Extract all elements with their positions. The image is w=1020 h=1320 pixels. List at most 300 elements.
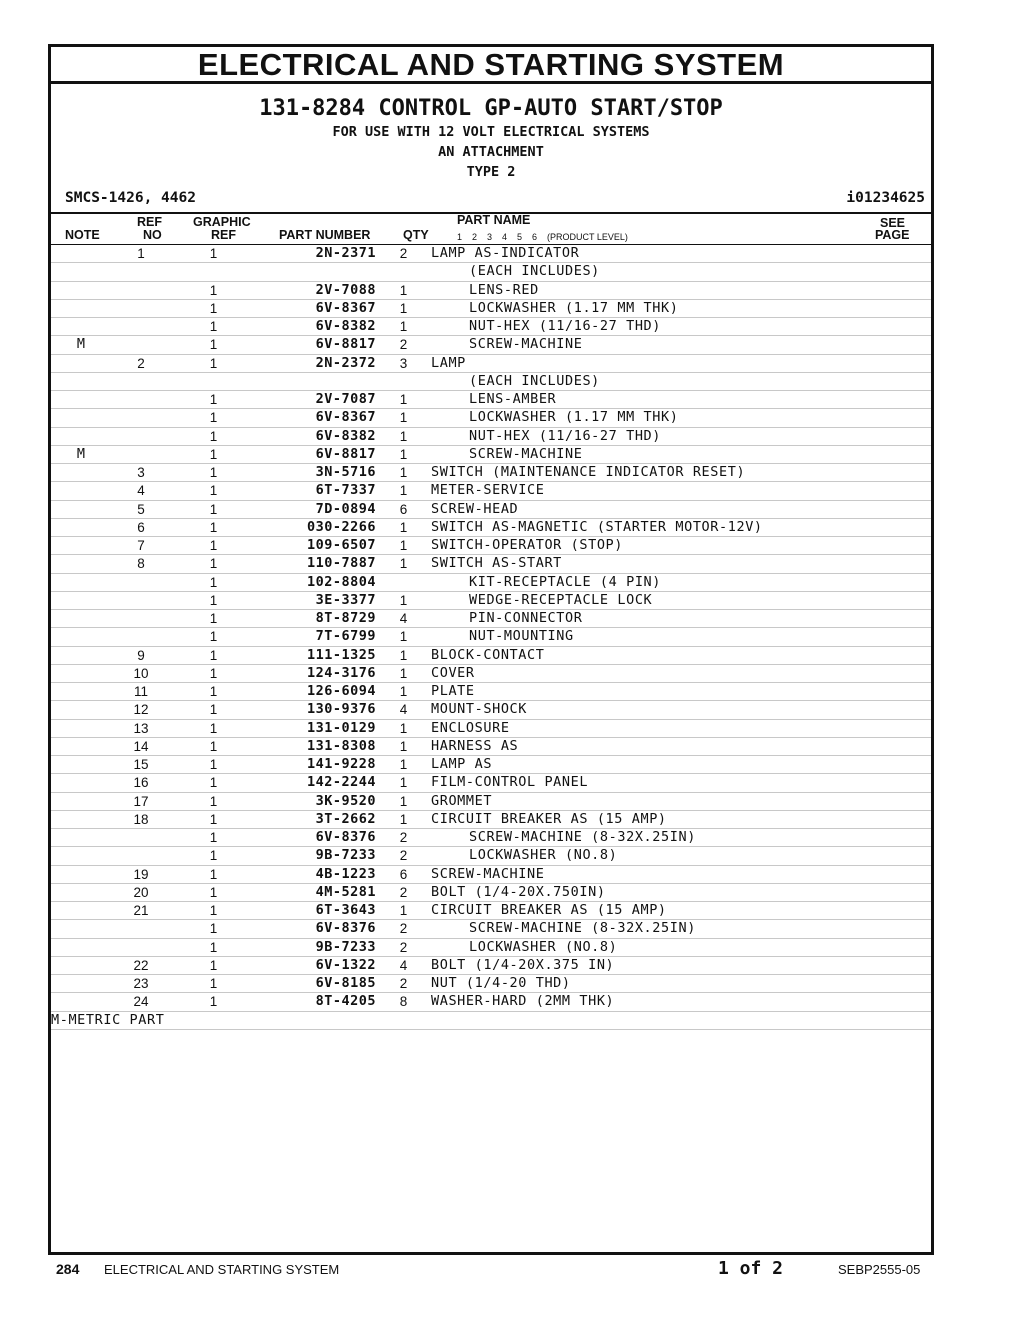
table-row — [51, 938, 931, 956]
graphic-ref-cell: 1 — [171, 500, 256, 518]
part-name-cell: NUT-HEX (11/16-27 THD) — [431, 427, 931, 445]
part-name-cell: LAMP AS-INDICATOR — [431, 245, 931, 263]
ref-number-cell — [111, 281, 171, 299]
graphic-ref-cell: 1 — [171, 610, 256, 628]
parts-page-frame — [48, 44, 934, 1255]
part-number-cell: 3T-2662 — [256, 810, 376, 828]
part-number-cell: 6T-3643 — [256, 902, 376, 920]
ref-number-cell: 3 — [111, 464, 171, 482]
graphic-ref-cell: 1 — [171, 299, 256, 317]
note-cell — [51, 537, 111, 555]
table-row — [51, 737, 931, 755]
part-name-cell: SCREW-MACHINE — [431, 445, 931, 463]
table-row — [51, 920, 931, 938]
table-row — [51, 902, 931, 920]
graphic-ref-cell: 1 — [171, 865, 256, 883]
table-row — [51, 518, 931, 536]
part-name-cell: NUT-MOUNTING — [431, 628, 931, 646]
parts-table-body — [51, 245, 931, 1029]
ref-number-cell: 13 — [111, 719, 171, 737]
quantity-cell: 1 — [376, 318, 431, 336]
ref-number-cell — [111, 829, 171, 847]
quantity-cell: 1 — [376, 810, 431, 828]
ref-number-cell: 19 — [111, 865, 171, 883]
part-number-cell: 6T-7337 — [256, 482, 376, 500]
table-row — [51, 445, 931, 463]
quantity-cell — [376, 263, 431, 281]
part-number-cell: 109-6507 — [256, 537, 376, 555]
part-name-cell: SCREW-MACHINE (8-32X.25IN) — [431, 920, 931, 938]
part-number-cell: 6V-8376 — [256, 829, 376, 847]
ref-number-cell — [111, 263, 171, 281]
part-number-cell: 2V-7087 — [256, 391, 376, 409]
illustration-id: i01234625 — [846, 190, 925, 206]
quantity-cell: 1 — [376, 737, 431, 755]
header-part-number: PART NUMBER — [279, 228, 371, 242]
table-row — [51, 829, 931, 847]
part-name-cell: NUT-HEX (11/16-27 THD) — [431, 318, 931, 336]
header-graphic-ref: REF — [211, 228, 236, 242]
ref-number-cell: 17 — [111, 792, 171, 810]
smcs-code: SMCS-1426, 4462 — [65, 190, 196, 206]
graphic-ref-cell: 1 — [171, 482, 256, 500]
graphic-ref-cell: 1 — [171, 938, 256, 956]
ref-number-cell: 7 — [111, 537, 171, 555]
part-number-cell — [256, 263, 376, 281]
table-row — [51, 591, 931, 609]
note-cell — [51, 372, 111, 390]
graphic-ref-cell: 1 — [171, 956, 256, 974]
quantity-cell: 1 — [376, 591, 431, 609]
quantity-cell: 4 — [376, 956, 431, 974]
part-name-cell: SCREW-HEAD — [431, 500, 931, 518]
ref-number-cell — [111, 938, 171, 956]
part-number-cell: 6V-8185 — [256, 975, 376, 993]
part-name-cell: KIT-RECEPTACLE (4 PIN) — [431, 573, 931, 591]
note-cell — [51, 792, 111, 810]
ref-number-cell — [111, 318, 171, 336]
graphic-ref-cell: 1 — [171, 427, 256, 445]
part-name-cell: ENCLOSURE — [431, 719, 931, 737]
part-name-cell: BOLT (1/4-20X.375 IN) — [431, 956, 931, 974]
graphic-ref-cell — [171, 263, 256, 281]
graphic-ref-cell: 1 — [171, 409, 256, 427]
graphic-ref-cell: 1 — [171, 537, 256, 555]
graphic-ref-cell: 1 — [171, 756, 256, 774]
graphic-ref-cell: 1 — [171, 902, 256, 920]
graphic-ref-cell: 1 — [171, 281, 256, 299]
note-cell — [51, 810, 111, 828]
quantity-cell: 1 — [376, 391, 431, 409]
part-name-cell: (EACH INCLUDES) — [431, 263, 931, 281]
note-cell — [51, 263, 111, 281]
part-name-cell: SCREW-MACHINE (8-32X.25IN) — [431, 829, 931, 847]
ref-number-cell: 20 — [111, 883, 171, 901]
ref-number-cell: 14 — [111, 737, 171, 755]
graphic-ref-cell: 1 — [171, 354, 256, 372]
ref-number-cell — [111, 299, 171, 317]
part-number-cell: 2N-2371 — [256, 245, 376, 263]
part-number-cell: 2V-7088 — [256, 281, 376, 299]
part-number-cell: 8T-4205 — [256, 993, 376, 1011]
quantity-cell: 1 — [376, 537, 431, 555]
graphic-ref-cell: 1 — [171, 774, 256, 792]
note-cell — [51, 318, 111, 336]
part-number-cell: 6V-8376 — [256, 920, 376, 938]
table-row — [51, 956, 931, 974]
part-name-cell: LAMP AS — [431, 756, 931, 774]
graphic-ref-cell — [171, 372, 256, 390]
part-number-cell: 142-2244 — [256, 774, 376, 792]
graphic-ref-cell: 1 — [171, 245, 256, 263]
note-cell: M — [51, 336, 111, 354]
table-row — [51, 610, 931, 628]
table-row — [51, 646, 931, 664]
part-number-cell: 4M-5281 — [256, 883, 376, 901]
part-name-cell: BOLT (1/4-20X.750IN) — [431, 883, 931, 901]
note-cell — [51, 756, 111, 774]
ref-number-cell — [111, 920, 171, 938]
part-number-cell: 3E-3377 — [256, 591, 376, 609]
graphic-ref-cell: 1 — [171, 518, 256, 536]
graphic-ref-cell: 1 — [171, 829, 256, 847]
table-row — [51, 500, 931, 518]
table-row — [51, 719, 931, 737]
table-row — [51, 537, 931, 555]
ref-number-cell — [111, 372, 171, 390]
header-product-levels: 1 2 3 4 5 6 (PRODUCT LEVEL) — [457, 232, 628, 242]
table-row — [51, 847, 931, 865]
ref-number-cell — [111, 427, 171, 445]
ref-number-cell — [111, 591, 171, 609]
table-row — [51, 774, 931, 792]
graphic-ref-cell: 1 — [171, 628, 256, 646]
footer-document-id: SEBP2555-05 — [838, 1262, 921, 1277]
note-cell — [51, 902, 111, 920]
graphic-ref-cell: 1 — [171, 464, 256, 482]
part-number-cell: 7T-6799 — [256, 628, 376, 646]
table-row — [51, 354, 931, 372]
part-number-cell: 102-8804 — [256, 573, 376, 591]
footer-page-number: 284 — [56, 1261, 80, 1277]
graphic-ref-cell: 1 — [171, 391, 256, 409]
quantity-cell: 1 — [376, 427, 431, 445]
part-name-cell: LAMP — [431, 354, 931, 372]
note-cell — [51, 299, 111, 317]
note-cell — [51, 683, 111, 701]
parts-table — [51, 245, 931, 1030]
ref-number-cell: 16 — [111, 774, 171, 792]
table-row — [51, 299, 931, 317]
quantity-cell: 1 — [376, 482, 431, 500]
quantity-cell: 2 — [376, 883, 431, 901]
table-row — [51, 792, 931, 810]
note-cell — [51, 518, 111, 536]
quantity-cell: 1 — [376, 664, 431, 682]
graphic-ref-cell: 1 — [171, 920, 256, 938]
table-row — [51, 281, 931, 299]
table-row — [51, 318, 931, 336]
note-cell — [51, 865, 111, 883]
part-number-cell: 6V-8367 — [256, 409, 376, 427]
note-cell — [51, 245, 111, 263]
part-number-cell: 030-2266 — [256, 518, 376, 536]
table-row — [51, 865, 931, 883]
part-number-cell: 126-6094 — [256, 683, 376, 701]
part-number-cell: 124-3176 — [256, 664, 376, 682]
note-cell — [51, 646, 111, 664]
note-cell — [51, 573, 111, 591]
table-row — [51, 883, 931, 901]
table-row — [51, 683, 931, 701]
quantity-cell: 1 — [376, 628, 431, 646]
graphic-ref-cell: 1 — [171, 883, 256, 901]
attachment-note: AN ATTACHMENT — [438, 144, 544, 160]
group-title — [51, 96, 931, 122]
graphic-ref-cell: 1 — [171, 336, 256, 354]
part-name-cell: PIN-CONNECTOR — [431, 610, 931, 628]
quantity-cell: 2 — [376, 975, 431, 993]
type-note: TYPE 2 — [466, 164, 516, 180]
note-cell — [51, 555, 111, 573]
part-number-cell: 6V-8817 — [256, 336, 376, 354]
quantity-cell: 1 — [376, 646, 431, 664]
part-name-cell: LOCKWASHER (NO.8) — [431, 847, 931, 865]
ref-number-cell — [111, 573, 171, 591]
ref-number-cell: 6 — [111, 518, 171, 536]
table-row — [51, 555, 931, 573]
part-number-cell: 8T-8729 — [256, 610, 376, 628]
graphic-ref-cell: 1 — [171, 975, 256, 993]
ref-number-cell — [111, 336, 171, 354]
note-cell — [51, 610, 111, 628]
smcs-row — [51, 188, 931, 212]
ref-number-cell: 21 — [111, 902, 171, 920]
table-row — [51, 664, 931, 682]
part-name-cell: CIRCUIT BREAKER AS (15 AMP) — [431, 902, 931, 920]
note-legend-row — [51, 1011, 931, 1029]
note-cell — [51, 956, 111, 974]
part-name-cell: LOCKWASHER (1.17 MM THK) — [431, 299, 931, 317]
part-name-cell: LENS-RED — [431, 281, 931, 299]
part-number-cell: 3K-9520 — [256, 792, 376, 810]
quantity-cell: 6 — [376, 865, 431, 883]
part-name-cell: SWITCH-OPERATOR (STOP) — [431, 537, 931, 555]
ref-number-cell: 4 — [111, 482, 171, 500]
graphic-ref-cell: 1 — [171, 318, 256, 336]
footer-section-title: ELECTRICAL AND STARTING SYSTEM — [104, 1262, 340, 1277]
graphic-ref-cell: 1 — [171, 792, 256, 810]
ref-number-cell: 9 — [111, 646, 171, 664]
part-number-cell: 3N-5716 — [256, 464, 376, 482]
note-cell — [51, 628, 111, 646]
note-cell — [51, 391, 111, 409]
ref-number-cell — [111, 610, 171, 628]
part-name-cell: PLATE — [431, 683, 931, 701]
table-row — [51, 372, 931, 390]
note-cell — [51, 938, 111, 956]
group-part-number: 131-8284 — [259, 96, 366, 121]
part-name-cell: (EACH INCLUDES) — [431, 372, 931, 390]
footer-sheet-count: 1 of 2 — [718, 1258, 784, 1279]
ref-number-cell: 2 — [111, 354, 171, 372]
note-cell — [51, 281, 111, 299]
part-number-cell: 111-1325 — [256, 646, 376, 664]
note-cell — [51, 464, 111, 482]
note-cell — [51, 701, 111, 719]
quantity-cell: 4 — [376, 610, 431, 628]
part-number-cell — [256, 372, 376, 390]
ref-number-cell: 8 — [111, 555, 171, 573]
table-row — [51, 810, 931, 828]
note-cell — [51, 354, 111, 372]
table-row — [51, 336, 931, 354]
quantity-cell: 2 — [376, 920, 431, 938]
table-row — [51, 756, 931, 774]
part-number-cell: 9B-7233 — [256, 938, 376, 956]
ref-number-cell: 18 — [111, 810, 171, 828]
part-number-cell: 4B-1223 — [256, 865, 376, 883]
graphic-ref-cell: 1 — [171, 664, 256, 682]
ref-number-cell: 22 — [111, 956, 171, 974]
note-cell — [51, 664, 111, 682]
quantity-cell: 2 — [376, 938, 431, 956]
part-name-cell: SCREW-MACHINE — [431, 336, 931, 354]
part-name-cell: METER-SERVICE — [431, 482, 931, 500]
part-name-cell: LOCKWASHER (1.17 MM THK) — [431, 409, 931, 427]
ref-number-cell — [111, 628, 171, 646]
page-footer — [0, 1258, 1020, 1282]
note-cell — [51, 829, 111, 847]
part-name-cell: HARNESS AS — [431, 737, 931, 755]
quantity-cell: 1 — [376, 756, 431, 774]
part-name-cell: WEDGE-RECEPTACLE LOCK — [431, 591, 931, 609]
ref-number-cell — [111, 391, 171, 409]
part-number-cell: 6V-1322 — [256, 956, 376, 974]
note-cell — [51, 409, 111, 427]
header-page: PAGE — [875, 228, 910, 242]
table-header — [51, 212, 931, 245]
part-number-cell: 6V-8382 — [256, 427, 376, 445]
quantity-cell: 1 — [376, 792, 431, 810]
header-ref-no: NO — [143, 228, 162, 242]
table-row — [51, 573, 931, 591]
quantity-cell: 8 — [376, 993, 431, 1011]
part-name-cell: NUT (1/4-20 THD) — [431, 975, 931, 993]
note-cell — [51, 719, 111, 737]
quantity-cell: 1 — [376, 902, 431, 920]
note-cell — [51, 427, 111, 445]
table-row — [51, 427, 931, 445]
part-name-cell: WASHER-HARD (2MM THK) — [431, 993, 931, 1011]
part-number-cell: 7D-0894 — [256, 500, 376, 518]
note-cell — [51, 920, 111, 938]
ref-number-cell — [111, 409, 171, 427]
part-number-cell: 131-0129 — [256, 719, 376, 737]
part-name-cell: LOCKWASHER (NO.8) — [431, 938, 931, 956]
note-cell — [51, 591, 111, 609]
quantity-cell: 2 — [376, 245, 431, 263]
graphic-ref-cell: 1 — [171, 993, 256, 1011]
ref-number-cell: 11 — [111, 683, 171, 701]
table-row — [51, 993, 931, 1011]
graphic-ref-cell: 1 — [171, 646, 256, 664]
graphic-ref-cell: 1 — [171, 683, 256, 701]
header-note: NOTE — [65, 228, 100, 242]
part-name-cell: COVER — [431, 664, 931, 682]
part-name-cell: MOUNT-SHOCK — [431, 701, 931, 719]
part-name-cell: GROMMET — [431, 792, 931, 810]
part-name-cell: LENS-AMBER — [431, 391, 931, 409]
table-row — [51, 409, 931, 427]
part-name-cell: BLOCK-CONTACT — [431, 646, 931, 664]
header-see: SEE — [880, 216, 906, 230]
ref-number-cell: 5 — [111, 500, 171, 518]
part-number-cell: 9B-7233 — [256, 847, 376, 865]
note-cell — [51, 774, 111, 792]
quantity-cell: 4 — [376, 701, 431, 719]
page-title: ELECTRICAL AND STARTING SYSTEM — [51, 47, 931, 84]
quantity-cell: 1 — [376, 719, 431, 737]
header-graphic: GRAPHIC — [193, 215, 251, 229]
part-name-cell: SWITCH AS-MAGNETIC (STARTER MOTOR-12V) — [431, 518, 931, 536]
header-part-name: PART NAME — [457, 213, 531, 227]
ref-number-cell: 10 — [111, 664, 171, 682]
header-ref: REF — [137, 215, 162, 229]
note-cell — [51, 737, 111, 755]
table-row — [51, 464, 931, 482]
note-cell — [51, 847, 111, 865]
note-cell — [51, 993, 111, 1011]
part-number-cell: 6V-8817 — [256, 445, 376, 463]
quantity-cell: 1 — [376, 281, 431, 299]
ref-number-cell: 23 — [111, 975, 171, 993]
note-cell — [51, 482, 111, 500]
quantity-cell: 2 — [376, 829, 431, 847]
part-name-cell: FILM-CONTROL PANEL — [431, 774, 931, 792]
part-name-cell: SWITCH AS-START — [431, 555, 931, 573]
quantity-cell: 2 — [376, 847, 431, 865]
part-number-cell: 6V-8367 — [256, 299, 376, 317]
part-number-cell: 141-9228 — [256, 756, 376, 774]
table-row — [51, 263, 931, 281]
quantity-cell: 1 — [376, 518, 431, 536]
table-row — [51, 245, 931, 263]
quantity-cell: 1 — [376, 774, 431, 792]
quantity-cell: 2 — [376, 336, 431, 354]
graphic-ref-cell: 1 — [171, 810, 256, 828]
table-row — [51, 391, 931, 409]
quantity-cell: 3 — [376, 354, 431, 372]
graphic-ref-cell: 1 — [171, 701, 256, 719]
note-cell — [51, 883, 111, 901]
header-qty: QTY — [403, 228, 429, 242]
graphic-ref-cell: 1 — [171, 737, 256, 755]
ref-number-cell — [111, 847, 171, 865]
table-row — [51, 701, 931, 719]
note-cell — [51, 500, 111, 518]
part-number-cell: 110-7887 — [256, 555, 376, 573]
quantity-cell: 1 — [376, 555, 431, 573]
graphic-ref-cell: 1 — [171, 555, 256, 573]
table-row — [51, 482, 931, 500]
note-cell — [51, 975, 111, 993]
quantity-cell — [376, 372, 431, 390]
part-number-cell: 130-9376 — [256, 701, 376, 719]
graphic-ref-cell: 1 — [171, 719, 256, 737]
ref-number-cell: 15 — [111, 756, 171, 774]
quantity-cell: 1 — [376, 409, 431, 427]
